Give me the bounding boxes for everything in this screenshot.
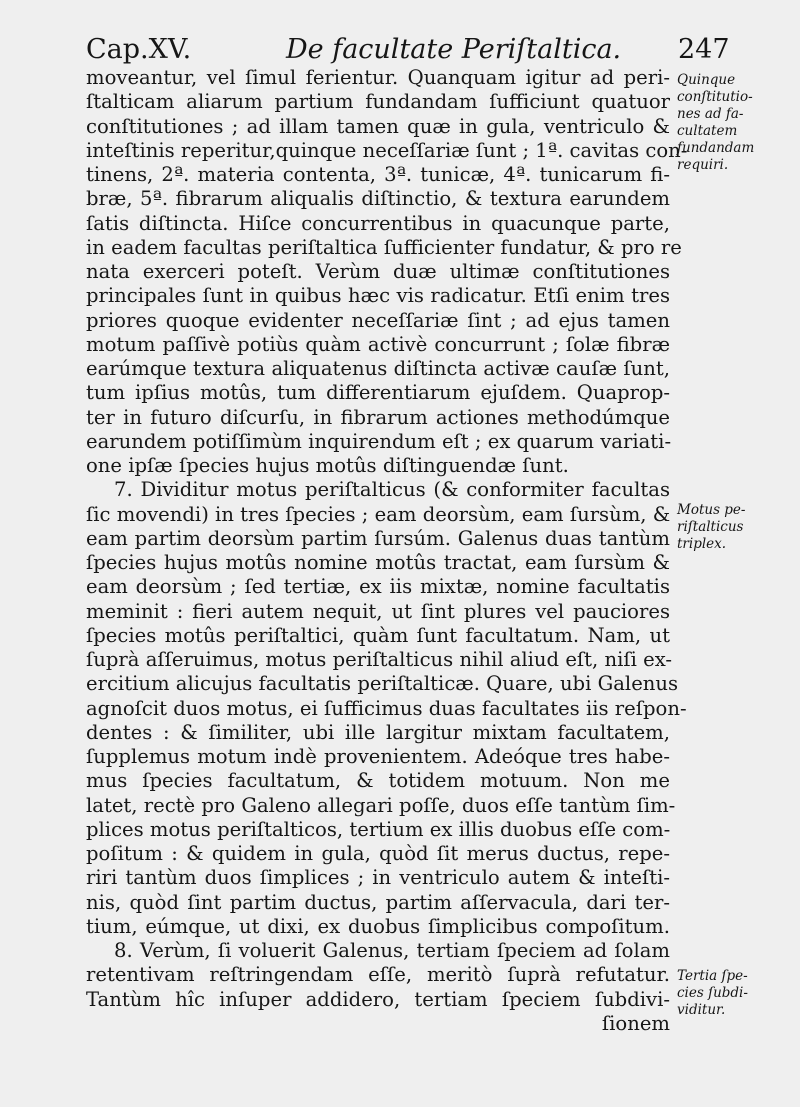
text-line: ſuprà aſſeruimus, motus periſtalticus nihil aliud eſt, niſi ex- xyxy=(86,648,673,671)
text-line: 7. Dividitur motus periſtalticus (& conformiter facultas xyxy=(114,478,670,502)
page-number: 247 xyxy=(678,34,730,65)
text-line: one ipſæ ſpecies hujus motûs diſtinguendæ ſunt. xyxy=(86,454,569,477)
margin-note: Tertia ſpe- cies ſubdi- viditur. xyxy=(677,968,748,1018)
text-line: eam deorsùm ; ſed tertiæ, ex iis mixtæ, nomine facultatis xyxy=(86,575,670,599)
text-line: in eadem facultas periſtaltica ſufficienter fundatur, & pro re xyxy=(86,235,682,259)
text-line: principales ſunt in quibus hæc vis radicatur. Etſi enim tres xyxy=(86,284,670,308)
text-line: bræ, 5ª. fibrarum aliqualis diſtinctio, & textura earundem xyxy=(86,187,670,211)
text-line: nis, quòd ſint partim ductus, partim aſſervacula, dari ter- xyxy=(86,890,670,914)
text-line: poſitum : & quidem in gula, quòd ſit merus ductus, repe- xyxy=(86,842,670,865)
text-line: ſic movendi) in tres ſpecies ; eam deorsùm, eam ſursùm, & xyxy=(86,502,671,526)
text-line: mus ſpecies facultatum, & totidem motuum. Non me xyxy=(86,769,670,793)
main-text xyxy=(86,66,688,1036)
text-line: earúmque textura aliquatenus diſtincta activæ cauſæ ſunt, xyxy=(86,357,670,380)
text-line: ſpecies hujus motûs nomine motûs tractat, eam ſursùm & xyxy=(86,551,670,574)
text-line: agnoſcit duos motus, ei ſufficimus duas facultates iis reſpon- xyxy=(86,696,687,720)
text-line: riri tantùm duos ſimplices ; in ventriculo autem & inteſti- xyxy=(86,866,670,890)
running-title: De facultate Periſtaltica. xyxy=(286,34,622,65)
text-line: ſpecies motûs periſtaltici, quàm ſunt facultatum. Nam, ut xyxy=(86,623,670,647)
text-line: ter in futuro diſcurſu, in fibrarum actiones methodúmque xyxy=(86,405,670,429)
text-line: ercitium alicujus facultatis periſtalticæ. Quare, ubi Galenus xyxy=(86,672,679,696)
text-line: motum paſſivè potiùs quàm activè concurrunt ; ſolæ fibræ xyxy=(86,332,670,356)
text-line: conſtitutiones ; ad illam tamen quæ in gula, ventriculo & xyxy=(86,114,670,138)
margin-note: Quinque conſtitutio- nes ad fa- cultatem fundandam requiri. xyxy=(677,72,755,173)
text-line: meminit : fieri autem nequit, ut ſint plures vel pauciores xyxy=(86,599,670,623)
chapter-heading: Cap.XV. xyxy=(86,34,192,65)
text-line: ſatis diſtincta. Hiſce concurrentibus in quacunque parte, xyxy=(86,211,670,235)
text-line: nata exerceri poteſt. Verùm duæ ultimæ conſtitutiones xyxy=(86,260,670,283)
catchword: ſionem xyxy=(601,1011,670,1035)
text-line: earundem potiſſimùm inquirendum eſt ; ex quarum variati- xyxy=(86,429,672,453)
text-line: Tantùm hîc inſuper addidero, tertiam ſpeciem ſubdivi- xyxy=(86,987,670,1011)
text-line: inteſtinis reperitur,quinque neceſſariæ ſunt ; 1ª. cavitas con- xyxy=(86,138,688,162)
text-line: ſupplemus motum indè provenientem. Adeóque tres habe- xyxy=(86,745,670,768)
text-line: retentivam reſtringendam eſſe, meritò ſuprà refutatur. xyxy=(86,963,670,987)
text-line: tium, eúmque, ut dixi, ex duobus ſimplicibus compoſitum. xyxy=(86,914,670,938)
text-line: 8. Verùm, ſi voluerit Galenus, tertiam ſpeciem ad ſolam xyxy=(114,939,670,962)
text-line: plices motus periſtalticos, tertium ex illis duobus eſſe com- xyxy=(86,817,671,841)
text-line: dentes : & ſimiliter, ubi ille largitur mixtam facultatem, xyxy=(86,720,670,744)
text-line: priores quoque evidenter neceſſariæ ſint ; ad ejus tamen xyxy=(86,308,670,332)
text-line: moveantur, vel ſimul ferientur. Quanquam igitur ad peri- xyxy=(86,66,670,89)
text-line: tinens, 2ª. materia contenta, 3ª. tunicæ, 4ª. tunicarum fi- xyxy=(86,163,670,186)
text-line: tum ipſius motûs, tum differentiarum ejuſdem. Quaprop- xyxy=(86,381,670,405)
text-line: ſtalticam aliarum partium fundandam ſufficiunt quatuor xyxy=(86,90,670,114)
margin-note: Motus pe- riſtalticus triplex. xyxy=(677,502,746,552)
text-line: eam partim deorsùm partim ſursúm. Galenus duas tantùm xyxy=(86,526,670,550)
text-line: latet, rectè pro Galeno allegari poſſe, duos eſſe tantùm ſim- xyxy=(86,793,676,817)
